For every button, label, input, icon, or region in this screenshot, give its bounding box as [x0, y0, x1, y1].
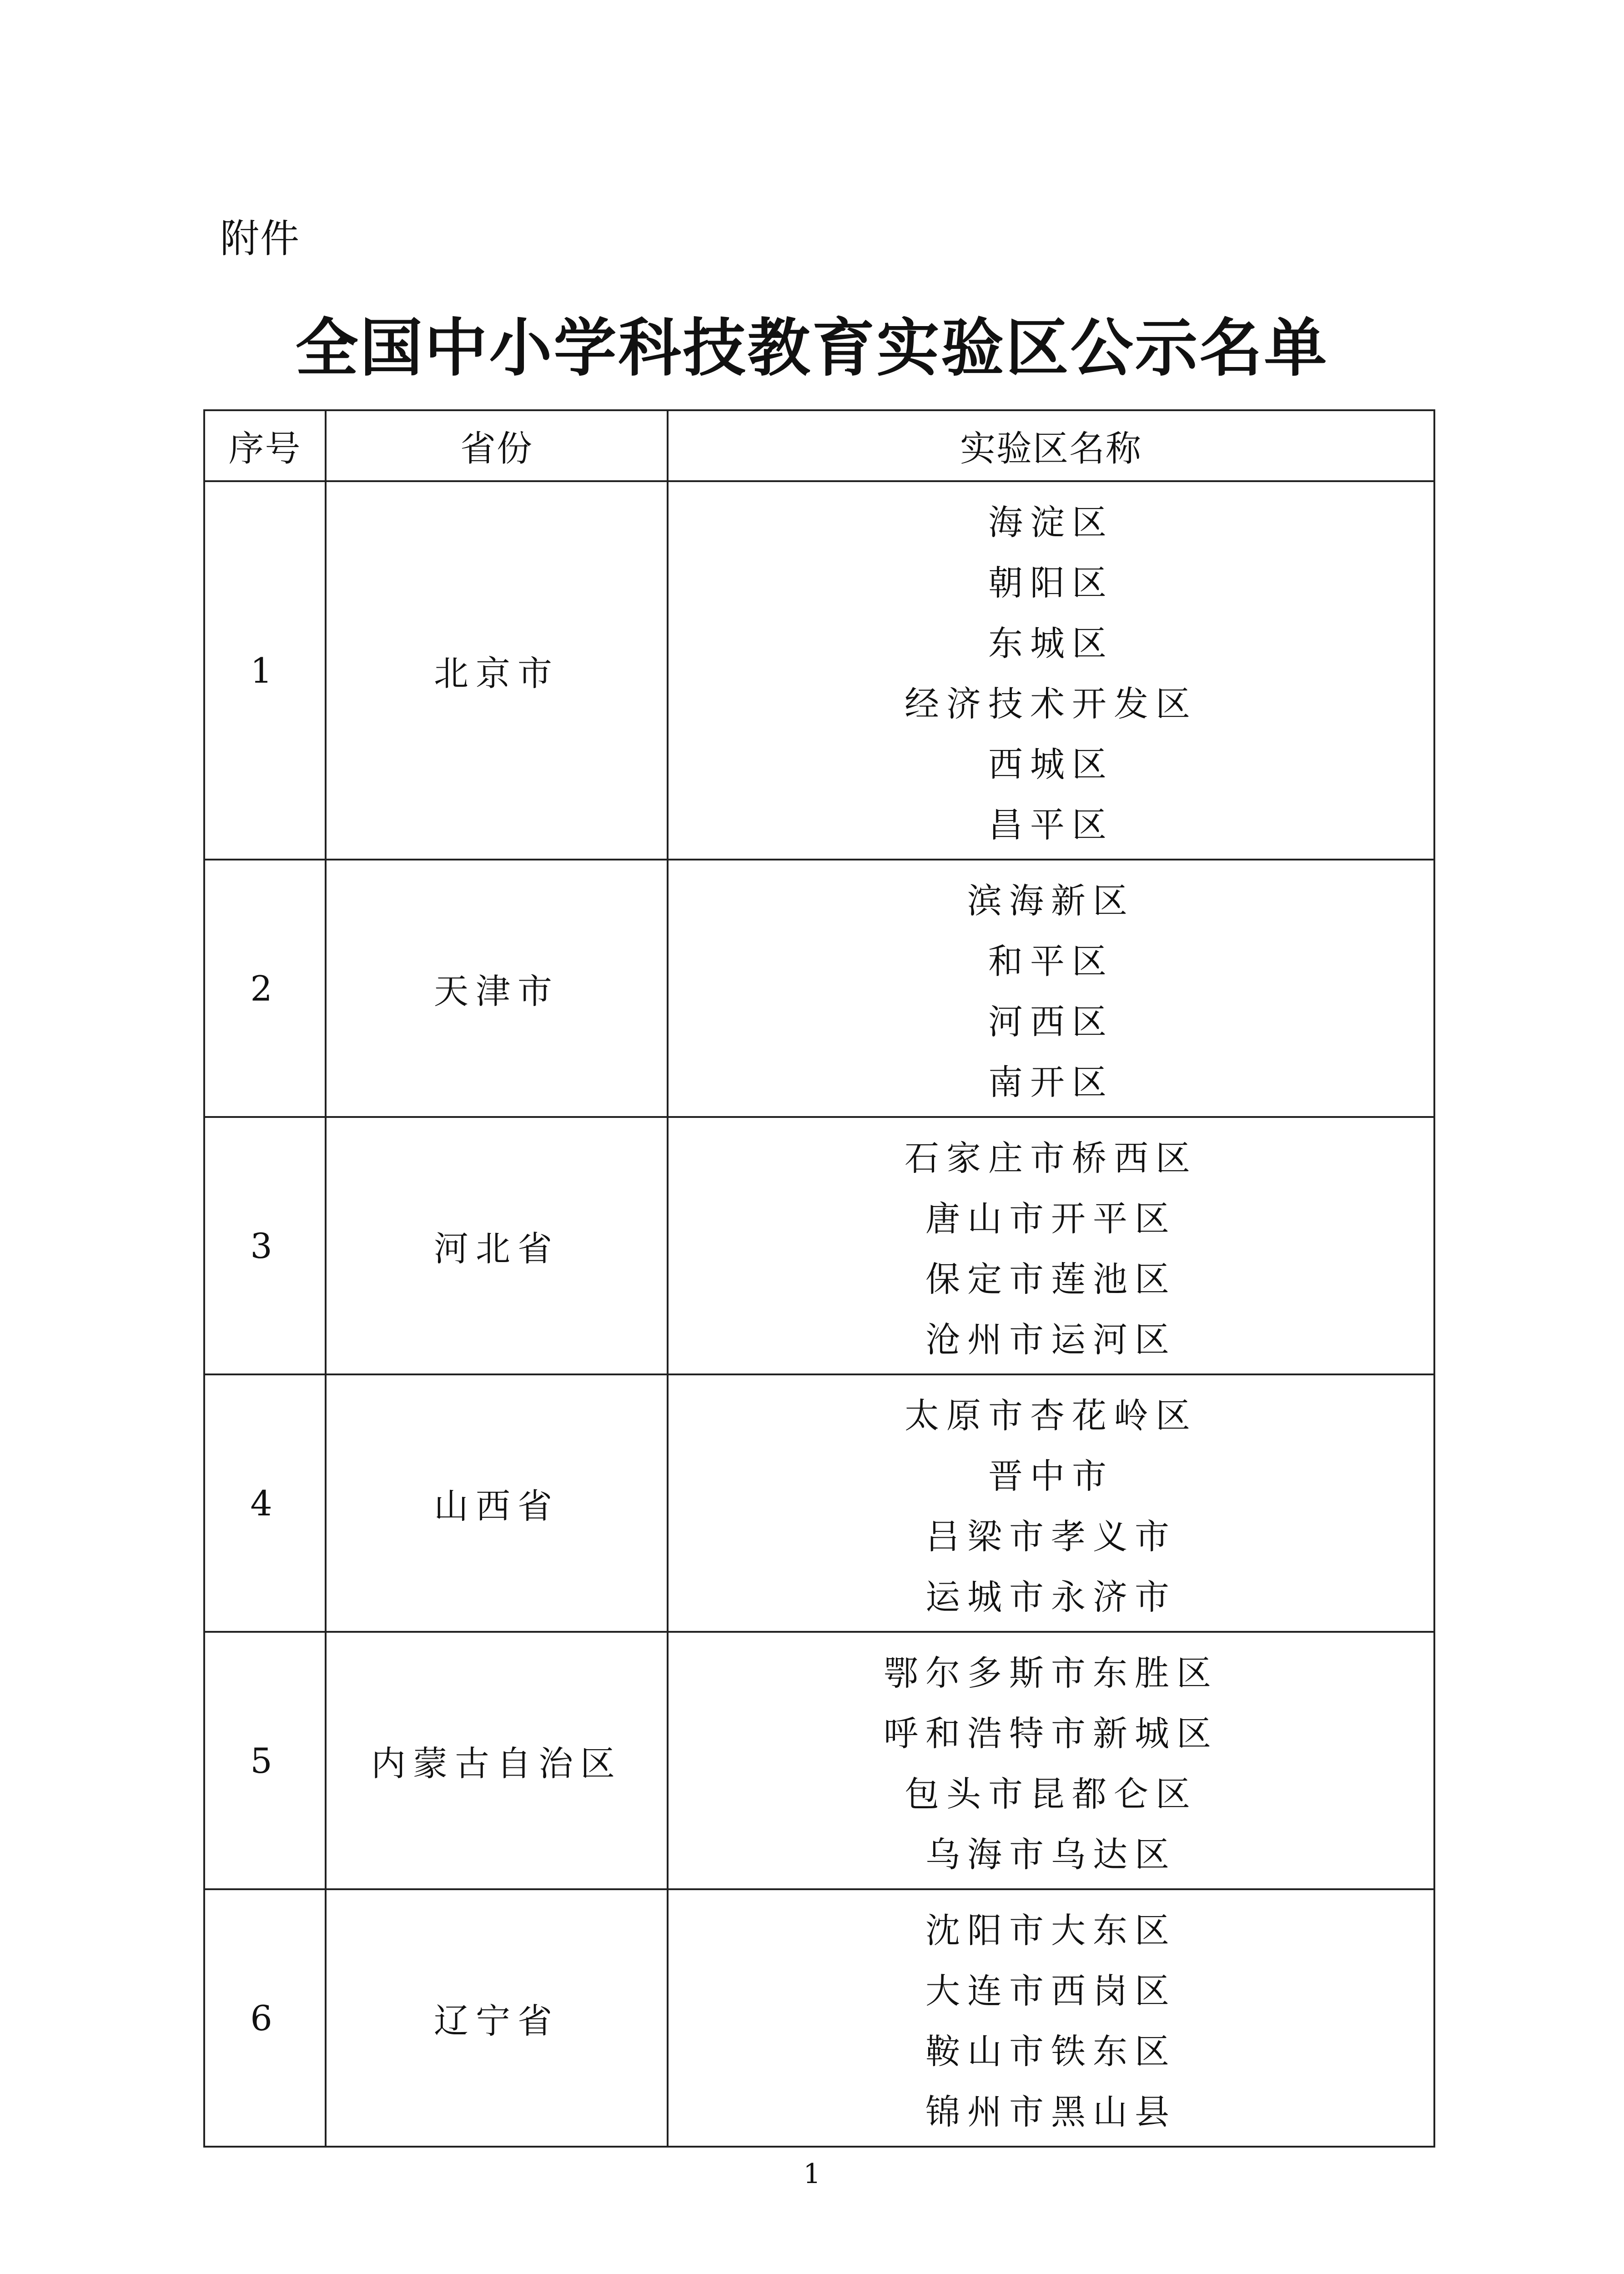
- zone-name: 沧州市运河区: [925, 1319, 1177, 1360]
- zone-name: 保定市莲池区: [925, 1259, 1177, 1299]
- table-header-row: [204, 410, 1434, 481]
- row-province: 河北省: [326, 1117, 668, 1374]
- row-province: 内蒙古自治区: [326, 1632, 668, 1889]
- row-index: 6: [204, 1889, 326, 2147]
- table-row: [204, 1889, 1434, 2147]
- row-zones: [668, 1374, 1434, 1632]
- row-zones: [668, 860, 1434, 1117]
- row-index: 4: [204, 1374, 326, 1632]
- zone-name: 海淀区: [988, 502, 1114, 543]
- zone-name: 鞍山市铁东区: [925, 2031, 1177, 2072]
- attachment-label: 附件: [220, 216, 300, 262]
- row-province: 山西省: [326, 1374, 668, 1632]
- zone-name: 东城区: [988, 623, 1114, 664]
- row-province: 天津市: [326, 860, 668, 1117]
- zone-name: 大连市西岗区: [925, 1971, 1177, 2011]
- row-zones: [668, 1889, 1434, 2147]
- zone-name: 吕梁市孝义市: [925, 1516, 1177, 1557]
- row-index: 5: [204, 1632, 326, 1889]
- row-index: 1: [204, 481, 326, 860]
- table-row: [204, 860, 1434, 1117]
- zone-name: 河西区: [988, 1001, 1114, 1042]
- table-row: [204, 1632, 1434, 1889]
- zone-name: 经济技术开发区: [905, 684, 1197, 724]
- row-index: 2: [204, 860, 326, 1117]
- page-title: 全国中小学科技教育实验区公示名单: [295, 311, 1329, 385]
- row-province: 北京市: [326, 481, 668, 860]
- zone-name: 南开区: [988, 1062, 1114, 1102]
- zone-name: 呼和浩特市新城区: [884, 1713, 1218, 1754]
- header-province: 省份: [326, 410, 668, 481]
- roster-table: [203, 409, 1435, 2148]
- zone-name: 运城市永济市: [925, 1577, 1177, 1617]
- zone-name: 唐山市开平区: [925, 1198, 1177, 1239]
- zone-name: 昌平区: [988, 805, 1114, 845]
- table-body: [204, 481, 1434, 2147]
- zone-name: 锦州市黑山县: [925, 2092, 1177, 2132]
- row-zones: [668, 1632, 1434, 1889]
- row-zones: [668, 1117, 1434, 1374]
- zone-name: 和平区: [988, 941, 1114, 981]
- header-zone-name: 实验区名称: [668, 410, 1434, 481]
- table-row: [204, 1117, 1434, 1374]
- page-number: 1: [803, 2158, 821, 2190]
- zone-name: 西城区: [988, 744, 1114, 785]
- zone-name: 包头市昆都仑区: [905, 1774, 1197, 1814]
- zone-name: 石家庄市桥西区: [905, 1138, 1197, 1178]
- table-row: [204, 481, 1434, 860]
- zone-name: 沈阳市大东区: [925, 1910, 1177, 1951]
- zone-name: 太原市杏花岭区: [905, 1395, 1197, 1436]
- row-province: 辽宁省: [326, 1889, 668, 2147]
- zone-name: 鄂尔多斯市东胜区: [884, 1653, 1218, 1693]
- zone-name: 滨海新区: [967, 880, 1135, 921]
- row-zones: [668, 481, 1434, 860]
- row-index: 3: [204, 1117, 326, 1374]
- zone-name: 朝阳区: [988, 563, 1114, 603]
- zone-name: 乌海市乌达区: [925, 1834, 1177, 1875]
- zone-name: 晋中市: [988, 1456, 1114, 1496]
- header-index: 序号: [204, 410, 326, 481]
- table-row: [204, 1374, 1434, 1632]
